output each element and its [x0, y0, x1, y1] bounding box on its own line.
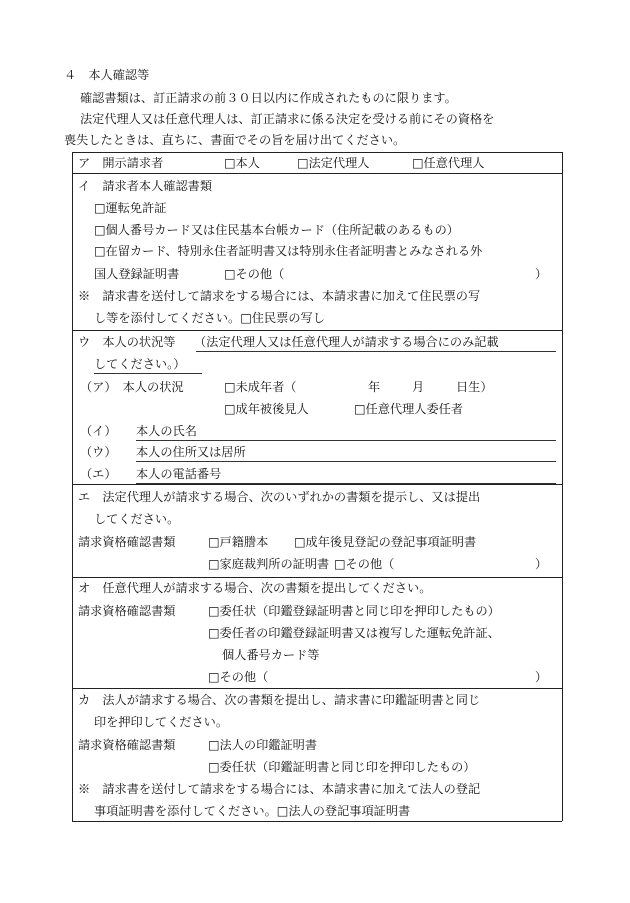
- corporation-title-2: 印を押印してください。: [94, 715, 229, 729]
- table-right-border: [562, 152, 563, 821]
- status-title-c: してください。）: [94, 357, 186, 371]
- other-close-paren: ）: [535, 267, 548, 281]
- legal-other-close: ）: [535, 557, 548, 571]
- paragraph-notice-1: 法定代理人又は任意代理人は、訂正請求に係る決定を受ける前にその資格を: [80, 112, 495, 126]
- paragraph-validity: 確認書類は、訂正請求の前３０日以内に作成されたものに限ります。: [80, 91, 457, 105]
- checkbox-minor[interactable]: □未成年者（: [224, 380, 297, 394]
- voluntary-doc-label: 請求資格確認書類: [78, 604, 176, 618]
- legal-agent-title-1: エ 法定代理人が請求する場合、次のいずれかの書類を提示し、又は提出: [78, 490, 481, 504]
- checkbox-family-court-cert[interactable]: □家庭裁判所の証明書: [208, 557, 330, 571]
- birth-month-label: 月: [412, 380, 425, 394]
- table-top-border: [72, 152, 562, 153]
- row-divider: [72, 484, 562, 485]
- principal-address-label: 本人の住所又は居所: [136, 445, 246, 459]
- checkbox-family-register[interactable]: □戸籍謄本: [208, 535, 269, 549]
- status-title-underline: [94, 373, 202, 374]
- row-divider: [72, 688, 562, 689]
- checkbox-residence-card[interactable]: □在留カード、特別永住者証明書又は特別永住者証明書とみなされる外: [94, 244, 483, 258]
- seal-cert-cont: 個人番号カード等: [222, 648, 320, 662]
- corporation-doc-label: 請求資格確認書類: [78, 738, 176, 752]
- principal-name-num: （イ）: [80, 424, 117, 438]
- id-docs-title: イ 請求者本人確認書類: [78, 179, 213, 193]
- checkbox-corp-power-of-attorney[interactable]: □委任状（印鑑証明書と同じ印を押印したもの）: [208, 760, 476, 774]
- voluntary-other-close: ）: [535, 670, 548, 684]
- checkbox-adult-ward[interactable]: □成年被後見人: [224, 402, 309, 416]
- checkbox-legal-other[interactable]: □その他（: [334, 557, 395, 571]
- checkbox-corp-seal-cert[interactable]: □法人の印鑑証明書: [208, 738, 318, 752]
- paragraph-notice-2: 喪失したときは、直ちに、書面でその旨を届け出てください。: [64, 133, 406, 147]
- corp-mail-note-2: 事項証明書を添付してください。□法人の登記事項証明書: [94, 804, 411, 818]
- principal-address-field[interactable]: [136, 461, 556, 462]
- section-heading: ４ 本人確認等: [64, 68, 150, 82]
- row-divider: [72, 173, 562, 174]
- checkbox-delegator[interactable]: □任意代理人委任者: [354, 402, 464, 416]
- principal-name-field[interactable]: [136, 440, 556, 441]
- table-bottom-border: [72, 821, 562, 822]
- principal-phone-num: （エ）: [80, 467, 117, 481]
- checkbox-drivers-license[interactable]: □運転免許証: [94, 201, 167, 215]
- checkbox-legal-agent[interactable]: □法定代理人: [297, 156, 370, 170]
- corp-mail-note-1: ※ 請求書を送付して請求をする場合には、本請求書に加えて法人の登記: [78, 782, 481, 796]
- requester-label: ア 開示請求者: [78, 156, 164, 170]
- residence-card-cont: 国人登録証明書: [94, 267, 180, 281]
- checkbox-id-other[interactable]: □その他（: [224, 267, 285, 281]
- status-title-underline: [196, 351, 556, 352]
- status-title-a: ウ 本人の状況等: [78, 335, 176, 349]
- birth-year-label: 年: [368, 380, 381, 394]
- voluntary-agent-title: オ 任意代理人が請求する場合、次の書類を提出してください。: [78, 581, 432, 595]
- principal-address-num: （ウ）: [80, 445, 117, 459]
- principal-status-label: （ア） 本人の状況: [80, 380, 184, 394]
- row-divider: [72, 577, 562, 578]
- checkbox-my-number-card[interactable]: □個人番号カード又は住民基本台帳カード（住所記載のあるもの）: [94, 223, 459, 237]
- checkbox-power-of-attorney[interactable]: □委任状（印鑑登録証明書と同じ印を押印したもの）: [208, 604, 500, 618]
- checkbox-voluntary-other[interactable]: □その他（: [208, 670, 269, 684]
- checkbox-voluntary-agent[interactable]: □任意代理人: [412, 156, 485, 170]
- corporation-title-1: カ 法人が請求する場合、次の書類を提出し、請求書に印鑑証明書と同じ: [78, 693, 481, 707]
- legal-agent-doc-label: 請求資格確認書類: [78, 535, 176, 549]
- checkbox-self[interactable]: □本人: [224, 156, 260, 170]
- principal-phone-label: 本人の電話番号: [136, 467, 222, 481]
- checkbox-seal-cert[interactable]: □委任者の印鑑登録証明書又は複写した運転免許証、: [208, 626, 500, 640]
- principal-name-label: 本人の氏名: [136, 424, 197, 438]
- mail-note-1: ※ 請求書を送付して請求をする場合には、本請求書に加えて住民票の写: [78, 289, 481, 303]
- principal-phone-field[interactable]: [136, 483, 556, 484]
- row-divider: [72, 330, 562, 331]
- mail-note-2: し等を添付してください。□住民票の写し: [94, 311, 325, 325]
- checkbox-guardianship-cert[interactable]: □成年後見登記の登記事項証明書: [294, 535, 477, 549]
- table-left-border: [72, 152, 73, 821]
- birth-day-label: 日生）: [456, 380, 493, 394]
- legal-agent-title-2: してください。: [94, 512, 180, 526]
- status-title-b: （法定代理人又は任意代理人が請求する場合にのみ記載: [194, 335, 499, 349]
